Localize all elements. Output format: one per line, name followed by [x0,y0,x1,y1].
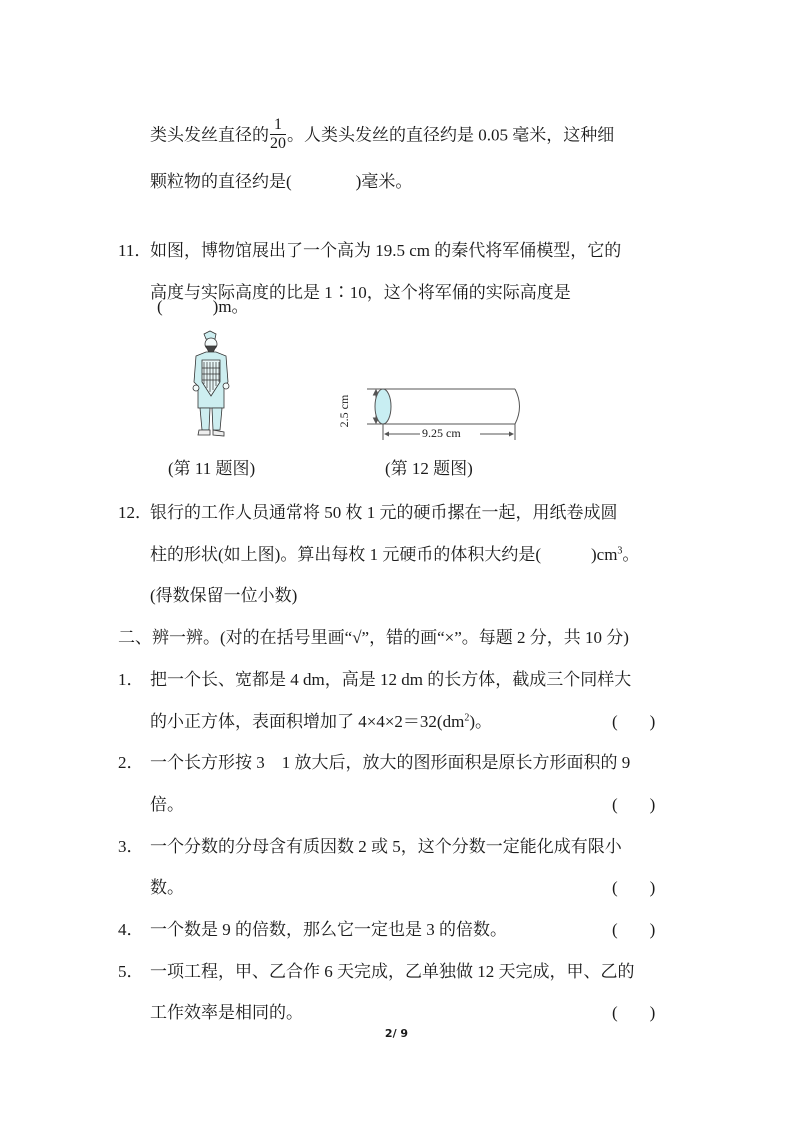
judge-item-1-answer-bracket[interactable] [612,711,655,733]
judge-item-3-line-2: 数。 [150,878,184,897]
bracket-open: ( [612,712,618,731]
bracket-open: ( [612,1003,618,1022]
q12-note: (得数保留一位小数) [150,586,298,605]
figure-12-caption: (第 12 题图) [385,459,473,478]
judge-item-3-answer-bracket[interactable] [612,877,655,899]
q10-text: 颗粒物的直径约是( [150,172,292,191]
judge-item-text: 一个分数的分母含有质因数 2 或 5，这个分数一定能化成有限小 [150,837,622,856]
judge-item-2-answer-bracket[interactable] [612,794,655,816]
bracket-close: ) [649,920,656,939]
judge-item-number: 2． [118,753,144,772]
judge-item-4-line-1 [118,919,507,941]
bracket-close: ) [649,795,656,814]
section-2-heading: 二、辨一辨。(对的在括号里画“√”，错的画“×”。每题 2 分，共 10 分) [118,628,629,647]
judge-item-2-line-1 [118,752,630,774]
judge-item-superscript: 2 [464,712,470,724]
length-dimension-label: 9.25 cm [422,426,461,440]
q11-line-1 [118,240,621,262]
height-dimension-label-wrap [337,392,351,432]
q10-line-1 [150,118,614,155]
judge-item-text: 一个长方形按 3 1 放大后，放大的图形面积是原长方形面积的 9 [150,753,631,772]
fraction-denominator: 20 [270,135,286,152]
q10-text: )毫米。 [355,172,413,191]
q12-text: )cm [590,545,618,564]
q12-text: 柱的形状(如上图)。算出每枚 1 元硬币的体积大约是( [150,545,541,564]
q12-text: 银行的工作人员通常将 50 枚 1 元的硬币摞在一起，用纸卷成圆 [150,503,618,522]
q11-text: 如图，博物馆展出了一个高为 19.5 cm 的秦代将军俑模型，它的 [150,241,622,260]
judge-item-number: 4． [118,920,144,939]
judge-item-text: )。 [469,712,492,731]
bracket-open: ( [612,920,618,939]
judge-item-1-line-1 [118,669,631,691]
judge-item-5-line-2: 工作效率是相同的。 [150,1003,303,1022]
q10-text: 类头发丝直径的 [150,125,269,145]
q11-number: 11． [118,241,152,260]
bracket-close: ) [649,712,656,731]
judge-item-2-line-2: 倍。 [150,795,184,814]
q12-line-2 [150,544,639,566]
page-number: 2/ 9 [384,1027,409,1040]
q12-line-1 [118,502,618,524]
judge-item-text: 一个数是 9 的倍数，那么它一定也是 3 的倍数。 [150,920,507,939]
judge-item-5-line-1 [118,961,635,983]
height-dimension-label: 2.5 cm [337,394,351,428]
q12-superscript: 3 [617,545,623,557]
bracket-open: ( [612,878,618,897]
judge-item-text: 把一个长、宽都是 4 dm，高是 12 dm 的长方体，截成三个同样大 [150,670,632,689]
judge-item-5-answer-bracket[interactable] [612,1002,655,1024]
q12-line-3 [150,585,297,607]
judge-item-4-answer-bracket[interactable] [612,919,655,941]
judge-item-text: 的小正方体，表面积增加了 4×4×2＝32(dm [150,712,465,731]
fraction-numerator: 1 [270,116,286,135]
q12-number: 12． [118,503,152,522]
bracket-open: ( [612,795,618,814]
bracket-close: ) [649,878,656,897]
judge-item-1-line-2 [150,711,492,733]
fraction-one-twentieth [270,116,286,153]
judge-item-number: 5． [118,962,144,981]
q11-text: ( [157,297,163,316]
judge-item-number: 1． [118,670,144,689]
terracotta-warrior-figure [186,330,236,442]
judge-item-text: 一项工程，甲、乙合作 6 天完成，乙单独做 12 天完成，甲、乙的 [150,962,635,981]
q11-text: 高度与实际高度的比是 1∶10，这个将军俑的实际高度是 [150,283,571,302]
q12-text: 。 [622,545,640,564]
bracket-close: ) [649,1003,656,1022]
judge-item-3-line-1 [118,836,622,858]
q11-text: )m。 [212,297,249,316]
q10-text: 。人类头发丝的直径约是 0.05 毫米，这种细 [287,125,615,145]
q10-line-2 [150,171,412,193]
figure-11-caption: (第 11 题图) [168,459,256,478]
q11-line-3 [157,296,249,318]
judge-item-number: 3． [118,837,144,856]
